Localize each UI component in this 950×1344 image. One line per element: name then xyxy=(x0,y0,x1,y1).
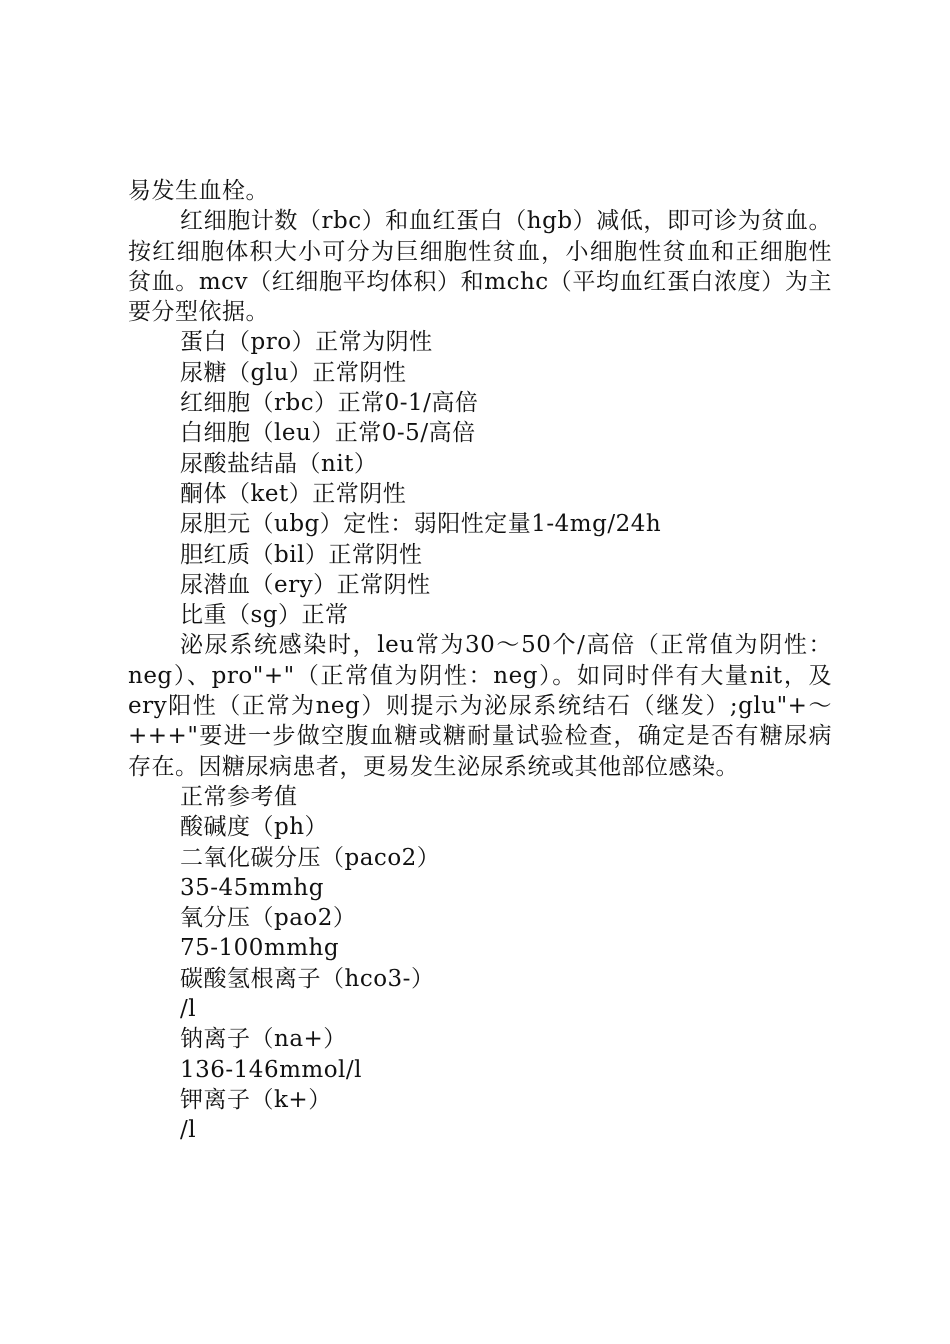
infection-paragraph: 泌尿系统感染时，leu常为30～50个/高倍（正常值为阴性：neg）、pro"+"（正常值为阴性：neg）。如同时伴有大量nit，及ery阳性（正常为neg）则提示为泌尿系统结石（继发）;glu"+～+++"要进一步做空腹血糖或糖耐量试验检查，确定是否有糖尿病存在。因糖尿病患者，更易发生泌尿系统或其他部位感染。 xyxy=(128,632,832,780)
urine-item-sg: 比重（sg）正常 xyxy=(180,602,349,629)
urine-item-nit: 尿酸盐结晶（nit） xyxy=(180,450,378,477)
reference-item-na: 钠离子（na+） xyxy=(180,1026,347,1053)
urine-item-bil: 胆红质（bil）正常阴性 xyxy=(180,541,423,568)
reference-item-paco2: 二氧化碳分压（paco2） xyxy=(180,844,441,871)
reference-value-paco2: 35-45mmhg xyxy=(180,874,324,901)
reference-value-pao2: 75-100mmhg xyxy=(180,935,340,962)
urine-item-protein: 蛋白（pro）正常为阴性 xyxy=(180,329,433,356)
blood-gas-reference-list xyxy=(128,782,832,1146)
urine-item-ery: 尿潜血（ery）正常阴性 xyxy=(180,571,431,598)
urine-test-list xyxy=(128,327,832,630)
reference-value-k: /l xyxy=(180,1117,197,1144)
lead-line: 易发生血栓。 xyxy=(128,178,269,204)
reference-value-na: 136-146mmol/l xyxy=(180,1056,362,1083)
urine-item-ubg: 尿胆元（ubg）定性：弱阳性定量1-4mg/24h xyxy=(180,511,662,538)
reference-item-pao2: 氧分压（pao2） xyxy=(180,905,357,932)
urine-item-rbc: 红细胞（rbc）正常0-1/高倍 xyxy=(180,390,479,417)
reference-item-ph: 酸碱度（ph） xyxy=(180,814,329,841)
urine-item-glucose: 尿糖（glu）正常阴性 xyxy=(180,359,407,386)
reference-heading: 正常参考值 xyxy=(180,783,298,810)
urine-item-leu: 白细胞（leu）正常0-5/高倍 xyxy=(180,420,476,447)
reference-value-hco3: /l xyxy=(180,996,197,1023)
urine-item-ketone: 酮体（ket）正常阴性 xyxy=(180,480,407,507)
reference-item-k: 钾离子（k+） xyxy=(180,1086,332,1113)
reference-item-hco3: 碳酸氢根离子（hco3-） xyxy=(180,965,435,992)
document-page xyxy=(128,176,832,1146)
anemia-paragraph: 红细胞计数（rbc）和血红蛋白（hgb）减低，即可诊为贫血。按红细胞体积大小可分为巨细胞性贫血，小细胞性贫血和正细胞性贫血。mcv（红细胞平均体积）和mchc（平均血红蛋白浓度）为主要分型依据。 xyxy=(128,208,832,326)
